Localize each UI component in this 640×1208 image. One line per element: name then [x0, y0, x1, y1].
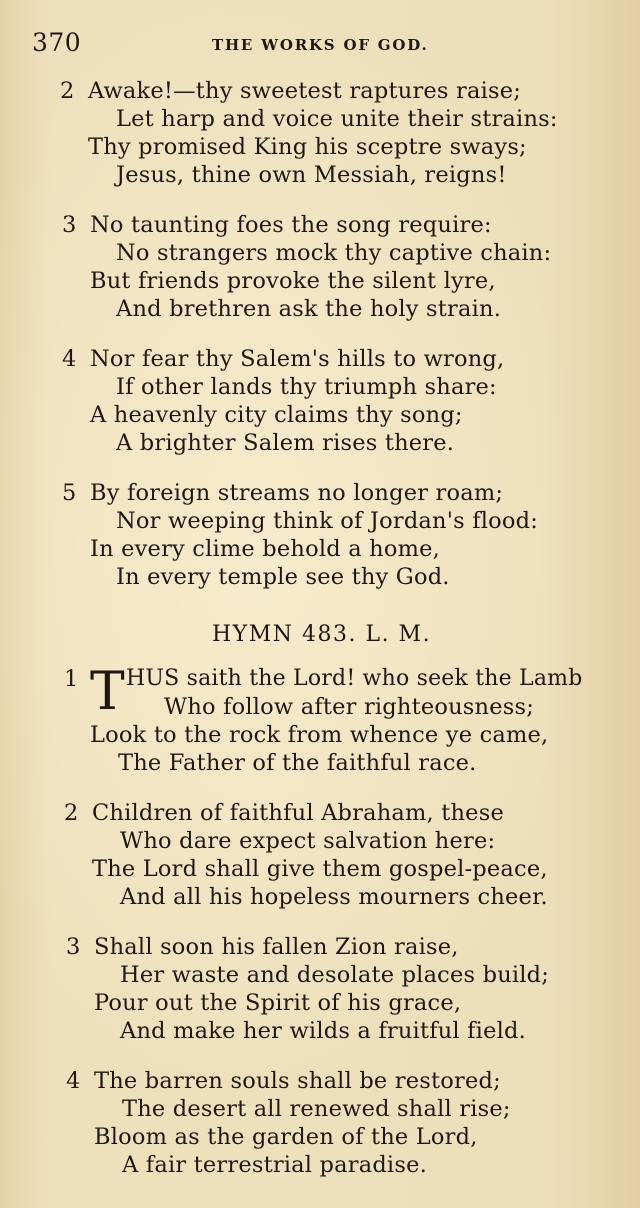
- verse-line: In every temple see thy God.: [116, 564, 450, 590]
- verse-line: The Lord shall give them gospel-peace,: [92, 856, 548, 882]
- stanza-number: 1: [64, 666, 79, 692]
- verse-line: Shall soon his fallen Zion raise,: [94, 934, 459, 960]
- verse-line: HUS saith the Lord! who seek the Lamb: [126, 666, 583, 691]
- verse-line: And brethren ask the holy strain.: [116, 296, 502, 322]
- verse-line: Who dare expect salvation here:: [120, 828, 496, 854]
- verse-line: If other lands thy triumph share:: [116, 374, 497, 400]
- verse-line: Thy promised King his sceptre sways;: [88, 134, 527, 160]
- verse-line: Nor fear thy Salem's hills to wrong,: [90, 346, 505, 372]
- stanza-number: 2: [60, 78, 75, 104]
- verse-line: Her waste and desolate places build;: [120, 962, 550, 988]
- verse-line: And make her wilds a fruitful field.: [120, 1018, 526, 1044]
- verse-line: No strangers mock thy captive chain:: [116, 240, 552, 266]
- verse-line: Awake!—thy sweetest raptures raise;: [88, 78, 522, 104]
- stanza-number: 5: [62, 480, 77, 506]
- verse-line: A fair terrestrial paradise.: [122, 1152, 427, 1178]
- verse-line: Children of faithful Abraham, these: [92, 800, 504, 826]
- verse-line: A heavenly city claims thy song;: [90, 402, 463, 428]
- verse-line: Let harp and voice unite their strains:: [116, 106, 558, 132]
- verse-line: The Father of the faithful race.: [118, 750, 477, 776]
- verse-line: And all his hopeless mourners cheer.: [120, 884, 548, 910]
- verse-line: By foreign streams no longer roam;: [90, 480, 504, 506]
- verse-line: But friends provoke the silent lyre,: [90, 268, 496, 294]
- running-title: THE WORKS OF GOD.: [212, 36, 429, 54]
- stanza-number: 4: [66, 1068, 81, 1094]
- page-header: [0, 28, 640, 64]
- stanza-number: 4: [62, 346, 77, 372]
- page-number: 370: [32, 28, 82, 57]
- verse-line: A brighter Salem rises there.: [116, 430, 455, 456]
- stanza-number: 3: [62, 212, 77, 238]
- drop-cap: T: [90, 662, 125, 722]
- stanza-number: 2: [64, 800, 79, 826]
- verse-line: The barren souls shall be restored;: [94, 1068, 501, 1094]
- stanza-number: 3: [66, 934, 81, 960]
- verse-line: Jesus, thine own Messiah, reigns!: [116, 162, 507, 188]
- verse-line: In every clime behold a home,: [90, 536, 441, 562]
- verse-line: The desert all renewed shall rise;: [122, 1096, 511, 1122]
- verse-line: Look to the rock from whence ye came,: [90, 722, 549, 748]
- verse-line: No taunting foes the song require:: [90, 212, 492, 238]
- hymn-title: HYMN 483. L. M.: [212, 622, 432, 647]
- verse-line: Bloom as the garden of the Lord,: [94, 1124, 478, 1150]
- verse-line: Nor weeping think of Jordan's flood:: [116, 508, 539, 534]
- verse-line: Pour out the Spirit of his grace,: [94, 990, 462, 1016]
- verse-line: Who follow after righteousness;: [164, 694, 535, 720]
